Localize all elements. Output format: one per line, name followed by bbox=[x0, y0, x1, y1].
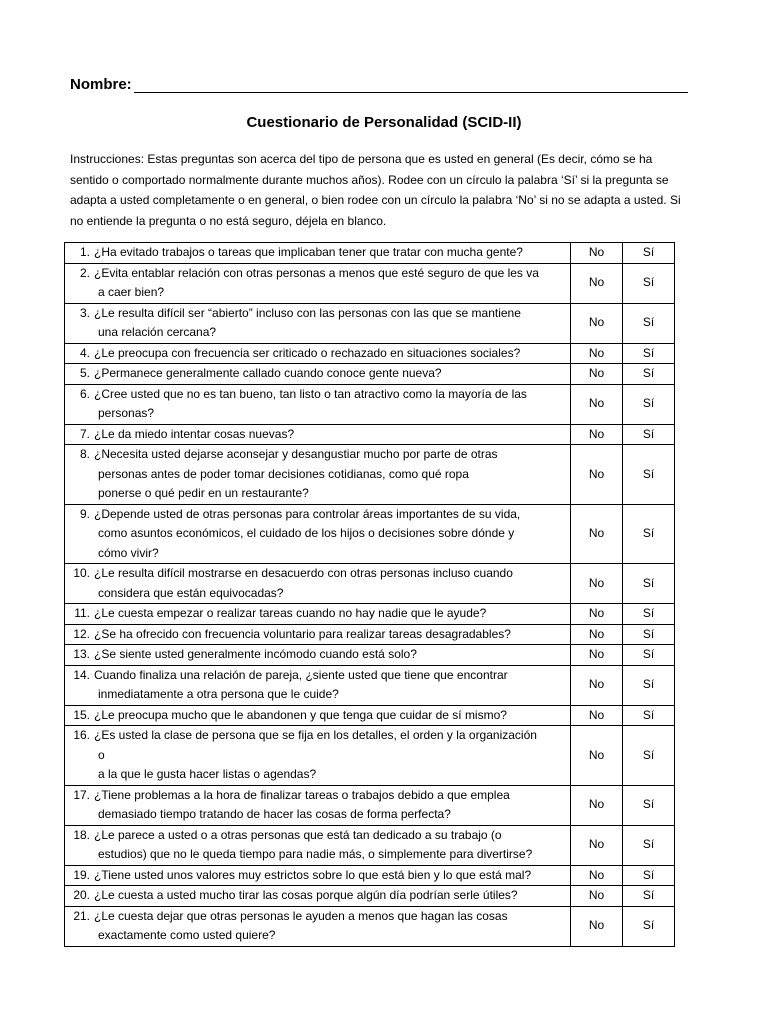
question-line: demasiado tiempo tratando de hacer las cosas de forma perfecta? bbox=[98, 807, 451, 821]
question-number: 20. bbox=[73, 888, 90, 902]
answer-no-option[interactable]: No bbox=[571, 343, 623, 364]
question-text bbox=[65, 706, 570, 726]
question-row bbox=[65, 504, 675, 564]
question-text bbox=[65, 726, 570, 785]
question-row bbox=[65, 865, 675, 886]
answer-no-option[interactable]: No bbox=[571, 263, 623, 303]
question-body bbox=[94, 886, 570, 906]
question-line: estudios) que no le queda tiempo para nadie más, o simplemente para divertirse? bbox=[98, 847, 533, 861]
answer-si-option[interactable]: Sí bbox=[623, 645, 675, 666]
question-text bbox=[65, 243, 570, 263]
question-line: Cuando finaliza una relación de pareja, ¿siente usted que tiene que encontrar bbox=[94, 667, 508, 682]
answer-no-option[interactable]: No bbox=[571, 705, 623, 726]
question-cell bbox=[65, 865, 571, 886]
answer-si-option[interactable]: Sí bbox=[623, 825, 675, 865]
name-blank-line[interactable] bbox=[134, 76, 688, 93]
question-cell bbox=[65, 825, 571, 865]
question-body bbox=[94, 304, 570, 343]
question-number: 11. bbox=[74, 606, 90, 620]
question-body bbox=[94, 264, 570, 303]
answer-si-option[interactable]: Sí bbox=[623, 445, 675, 505]
answer-no-option[interactable]: No bbox=[571, 906, 623, 946]
question-text bbox=[65, 264, 570, 303]
instructions-text: Instrucciones: Estas preguntas son acerca del tipo de persona que es usted en general (Es decir, cómo se ha sentido o comportado normalmente durante muchos años). Rodee con un círculo la palabra ‘Sí’ si la pregunta se adapta a usted completamente o en general, o bien rodee con un círculo la palabra ‘No’ si no se adapta a usted. Si no entiende la pregunta o no está seguro, déjela en blanco. bbox=[70, 152, 681, 228]
answer-no-option[interactable]: No bbox=[571, 243, 623, 264]
question-row bbox=[65, 564, 675, 604]
question-body bbox=[94, 505, 570, 564]
question-text bbox=[65, 564, 570, 603]
answer-no-option[interactable]: No bbox=[571, 645, 623, 666]
question-cell bbox=[65, 504, 571, 564]
page-title: Cuestionario de Personalidad (SCID-II) bbox=[246, 114, 522, 131]
question-line: ¿Permanece generalmente callado cuando conoce gente nueva? bbox=[94, 366, 442, 380]
question-text bbox=[65, 907, 570, 946]
answer-si-option[interactable]: Sí bbox=[623, 303, 675, 343]
question-text bbox=[65, 445, 570, 504]
question-number: 18. bbox=[73, 827, 90, 842]
question-line: ¿Se siente usted generalmente incómodo cuando está solo? bbox=[94, 647, 417, 661]
answer-no-option[interactable]: No bbox=[571, 624, 623, 645]
answer-si-option[interactable]: Sí bbox=[623, 243, 675, 264]
question-text bbox=[65, 304, 570, 343]
question-cell bbox=[65, 364, 571, 385]
question-cell bbox=[65, 645, 571, 666]
question-cell bbox=[65, 726, 571, 786]
question-line: ¿Evita entablar relación con otras personas a menos que esté seguro de que les va bbox=[94, 265, 539, 280]
question-line: ¿Necesita usted dejarse aconsejar y desangustiar mucho por parte de otras bbox=[94, 447, 498, 461]
question-row bbox=[65, 705, 675, 726]
name-field-row bbox=[70, 76, 688, 93]
question-row bbox=[65, 645, 675, 666]
answer-no-option[interactable]: No bbox=[571, 825, 623, 865]
question-row bbox=[65, 243, 675, 264]
question-text bbox=[65, 886, 570, 906]
answer-si-option[interactable]: Sí bbox=[623, 705, 675, 726]
answer-no-option[interactable]: No bbox=[571, 785, 623, 825]
question-text bbox=[65, 625, 570, 645]
question-line: ¿Le cuesta a usted mucho tirar las cosas porque algún día podrían serle útiles? bbox=[94, 888, 518, 902]
question-number: 14. bbox=[73, 667, 90, 682]
answer-si-option[interactable]: Sí bbox=[623, 564, 675, 604]
question-text bbox=[65, 425, 570, 445]
answer-no-option[interactable]: No bbox=[571, 865, 623, 886]
question-row bbox=[65, 825, 675, 865]
question-body bbox=[94, 604, 570, 624]
question-body bbox=[94, 826, 570, 865]
question-line: ponerse o qué pedir en un restaurante? bbox=[98, 486, 309, 500]
question-row bbox=[65, 303, 675, 343]
question-line: personas antes de poder tomar decisiones cotidianas, como qué ropa bbox=[98, 466, 469, 481]
question-row bbox=[65, 624, 675, 645]
question-row bbox=[65, 424, 675, 445]
question-text bbox=[65, 604, 570, 624]
question-number: 5. bbox=[79, 366, 90, 380]
question-cell bbox=[65, 705, 571, 726]
question-line: ¿Le cuesta dejar que otras personas le ayuden a menos que hagan las cosas bbox=[94, 908, 508, 923]
question-row bbox=[65, 445, 675, 505]
question-number: 19. bbox=[73, 867, 90, 882]
question-line: ¿Le da miedo intentar cosas nuevas? bbox=[94, 426, 295, 441]
question-body bbox=[94, 564, 570, 603]
question-number: 3. bbox=[79, 305, 90, 320]
question-text bbox=[65, 826, 570, 865]
question-line: ¿Se ha ofrecido con frecuencia voluntario para realizar tareas desagradables? bbox=[94, 626, 511, 641]
question-line: exactamente como usted quiere? bbox=[98, 928, 276, 942]
question-text bbox=[65, 505, 570, 564]
answer-si-option[interactable]: Sí bbox=[623, 906, 675, 946]
question-row bbox=[65, 906, 675, 946]
question-cell bbox=[65, 343, 571, 364]
question-text bbox=[65, 344, 570, 364]
question-line: una relación cercana? bbox=[98, 325, 217, 339]
question-row bbox=[65, 726, 675, 786]
answer-no-option[interactable]: No bbox=[571, 886, 623, 907]
question-row bbox=[65, 604, 675, 625]
answer-si-option[interactable]: Sí bbox=[623, 886, 675, 907]
question-line: o bbox=[98, 747, 105, 762]
question-number: 16. bbox=[73, 728, 90, 742]
question-cell bbox=[65, 263, 571, 303]
answer-no-option[interactable]: No bbox=[571, 665, 623, 705]
question-number: 10. bbox=[73, 566, 90, 580]
question-cell bbox=[65, 906, 571, 946]
question-cell bbox=[65, 624, 571, 645]
answer-si-option[interactable]: Sí bbox=[623, 665, 675, 705]
question-line: ¿Depende usted de otras personas para controlar áreas importantes de su vida, bbox=[94, 506, 521, 521]
question-body bbox=[94, 706, 570, 726]
name-label: Nombre: bbox=[70, 76, 132, 93]
answer-si-option[interactable]: Sí bbox=[623, 785, 675, 825]
question-number: 9. bbox=[79, 506, 90, 521]
question-row bbox=[65, 343, 675, 364]
answer-si-option[interactable]: Sí bbox=[623, 865, 675, 886]
question-cell bbox=[65, 424, 571, 445]
question-cell bbox=[65, 785, 571, 825]
question-line: ¿Tiene problemas a la hora de finalizar tareas o trabajos debido a que emplea bbox=[94, 787, 510, 802]
answer-no-option[interactable]: No bbox=[571, 303, 623, 343]
question-text bbox=[65, 385, 570, 424]
question-number: 1. bbox=[79, 245, 90, 259]
question-line: ¿Ha evitado trabajos o tareas que implicaban tener que tratar con mucha gente? bbox=[94, 245, 523, 259]
question-line: personas? bbox=[98, 406, 155, 420]
question-body bbox=[94, 866, 570, 886]
answer-no-option[interactable]: No bbox=[571, 726, 623, 786]
question-line: ¿Es usted la clase de persona que se fija en los detalles, el orden y la organización bbox=[94, 728, 537, 742]
answer-no-option[interactable]: No bbox=[571, 504, 623, 564]
question-line: a caer bien? bbox=[98, 285, 165, 299]
answer-si-option[interactable]: Sí bbox=[623, 726, 675, 786]
answer-si-option[interactable]: Sí bbox=[623, 504, 675, 564]
question-row bbox=[65, 886, 675, 907]
question-body bbox=[94, 344, 570, 364]
question-number: 13. bbox=[73, 647, 90, 661]
question-line: a la que le gusta hacer listas o agendas? bbox=[98, 767, 317, 781]
question-cell bbox=[65, 303, 571, 343]
answer-si-option[interactable]: Sí bbox=[623, 424, 675, 445]
question-cell bbox=[65, 564, 571, 604]
answer-no-option[interactable]: No bbox=[571, 445, 623, 505]
question-cell bbox=[65, 665, 571, 705]
answer-no-option[interactable]: No bbox=[571, 364, 623, 385]
question-text bbox=[65, 364, 570, 384]
question-body bbox=[94, 625, 570, 645]
question-body bbox=[94, 364, 570, 384]
question-row bbox=[65, 364, 675, 385]
question-row bbox=[65, 665, 675, 705]
question-line: ¿Le resulta difícil mostrarse en desacuerdo con otras personas incluso cuando bbox=[94, 566, 513, 580]
answer-si-option[interactable]: Sí bbox=[623, 263, 675, 303]
question-cell bbox=[65, 604, 571, 625]
question-text bbox=[65, 666, 570, 705]
questionnaire-table bbox=[64, 242, 675, 947]
question-cell bbox=[65, 384, 571, 424]
answer-no-option[interactable]: No bbox=[571, 604, 623, 625]
question-number: 12. bbox=[73, 626, 90, 641]
question-text bbox=[65, 645, 570, 665]
question-number: 15. bbox=[73, 707, 90, 722]
question-row bbox=[65, 785, 675, 825]
question-line: ¿Le cuesta empezar o realizar tareas cuando no hay nadie que le ayude? bbox=[94, 606, 487, 620]
question-body bbox=[94, 726, 570, 785]
question-line: ¿Le parece a usted o a otras personas que está tan dedicado a su trabajo (o bbox=[94, 827, 502, 842]
answer-no-option[interactable]: No bbox=[571, 564, 623, 604]
question-body bbox=[94, 243, 570, 263]
question-number: 7. bbox=[79, 426, 90, 441]
question-text bbox=[65, 786, 570, 825]
answer-si-option[interactable]: Sí bbox=[623, 343, 675, 364]
question-line: ¿Tiene usted unos valores muy estrictos sobre lo que está bien y lo que está mal? bbox=[94, 867, 532, 882]
question-number: 21. bbox=[73, 908, 90, 923]
question-cell bbox=[65, 243, 571, 264]
question-row bbox=[65, 384, 675, 424]
question-body bbox=[94, 786, 570, 825]
answer-no-option[interactable]: No bbox=[571, 424, 623, 445]
question-line: como asuntos económicos, el cuidado de los hijos o decisiones sobre dónde y bbox=[98, 526, 515, 540]
question-text bbox=[65, 866, 570, 886]
question-number: 8. bbox=[79, 447, 90, 461]
question-number: 4. bbox=[79, 345, 90, 360]
question-body bbox=[94, 425, 570, 445]
answer-si-option[interactable]: Sí bbox=[623, 604, 675, 625]
answer-no-option[interactable]: No bbox=[571, 384, 623, 424]
question-body bbox=[94, 385, 570, 424]
question-number: 6. bbox=[79, 386, 90, 401]
question-body bbox=[94, 666, 570, 705]
question-line: inmediatamente a otra persona que le cuide? bbox=[98, 687, 339, 701]
question-body bbox=[94, 445, 570, 504]
question-line: ¿Le resulta difícil ser “abierto” incluso con las personas con las que se mantiene bbox=[94, 305, 521, 320]
question-body bbox=[94, 645, 570, 665]
question-line: ¿Cree usted que no es tan bueno, tan listo o tan atractivo como la mayoría de las bbox=[94, 386, 527, 401]
question-row bbox=[65, 263, 675, 303]
answer-si-option[interactable]: Sí bbox=[623, 624, 675, 645]
question-cell bbox=[65, 886, 571, 907]
question-number: 17. bbox=[73, 787, 90, 802]
question-number: 2. bbox=[79, 265, 90, 280]
question-body bbox=[94, 907, 570, 946]
question-line: ¿Le preocupa con frecuencia ser criticado o rechazado en situaciones sociales? bbox=[94, 345, 521, 360]
question-line: considera que están equivocadas? bbox=[98, 585, 284, 600]
answer-si-option[interactable]: Sí bbox=[623, 384, 675, 424]
question-cell bbox=[65, 445, 571, 505]
question-line: cómo vivir? bbox=[98, 545, 159, 560]
question-line: ¿Le preocupa mucho que le abandonen y que tenga que cuidar de sí mismo? bbox=[94, 707, 507, 722]
answer-si-option[interactable]: Sí bbox=[623, 364, 675, 385]
